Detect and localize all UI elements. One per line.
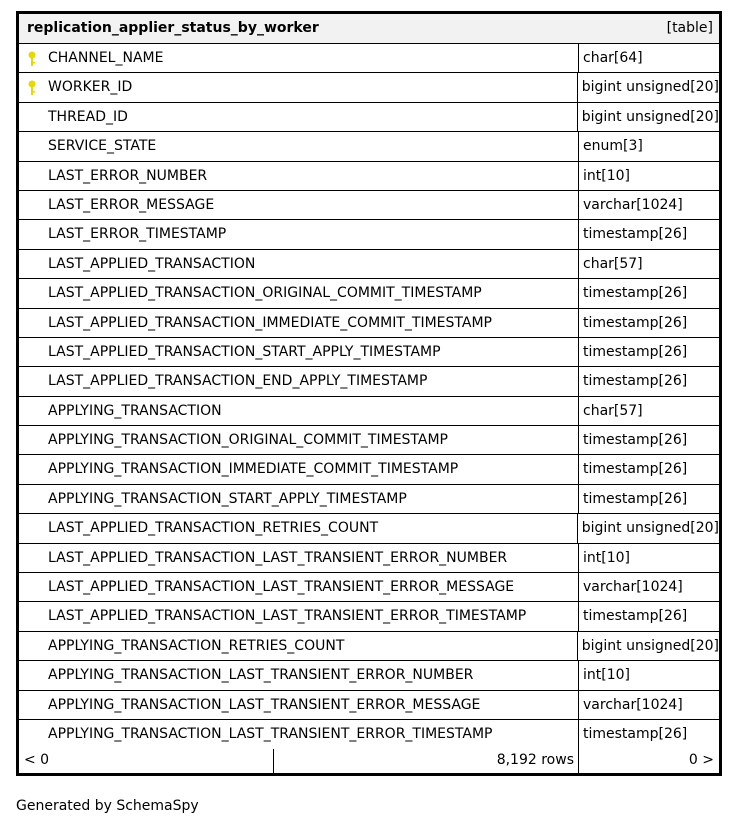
column-type: varchar[1024] [583, 196, 683, 213]
column-row[interactable] [19, 455, 719, 484]
column-name-text: LAST_ERROR_MESSAGE [48, 196, 215, 213]
column-name [19, 455, 579, 483]
column-name-text: APPLYING_TRANSACTION_LAST_TRANSIENT_ERROR_NUMBER [48, 667, 474, 684]
column-name [19, 309, 579, 337]
column-name-text: APPLYING_TRANSACTION_ORIGINAL_COMMIT_TIMESTAMP [48, 432, 448, 449]
column-name [19, 426, 579, 454]
column-name-text: APPLYING_TRANSACTION_IMMEDIATE_COMMIT_TIMESTAMP [48, 461, 459, 478]
column-name-text: SERVICE_STATE [48, 138, 157, 155]
column-name-text: LAST_APPLIED_TRANSACTION_ORIGINAL_COMMIT_TIMESTAMP [48, 285, 482, 302]
column-row[interactable] [19, 250, 719, 279]
column-type: bigint unsigned[20] [581, 520, 719, 537]
column-row[interactable] [19, 338, 719, 367]
column-name [19, 661, 579, 689]
column-name [19, 691, 579, 719]
column-row[interactable] [19, 162, 719, 191]
column-name [19, 279, 579, 307]
column-row[interactable] [19, 103, 719, 132]
column-name-text: APPLYING_TRANSACTION_RETRIES_COUNT [48, 637, 345, 654]
column-row[interactable] [19, 44, 719, 73]
column-type: timestamp[26] [583, 285, 688, 302]
column-name [19, 602, 579, 630]
generated-by-label: Generated by SchemaSpy [16, 798, 199, 814]
column-row[interactable] [19, 691, 719, 720]
column-row[interactable] [19, 73, 719, 102]
column-row[interactable] [19, 132, 719, 161]
column-type: varchar[1024] [583, 696, 683, 713]
column-row[interactable] [19, 661, 719, 690]
column-row[interactable] [19, 544, 719, 573]
column-type: timestamp[26] [583, 725, 688, 742]
column-type: timestamp[26] [583, 461, 688, 478]
column-type: timestamp[26] [583, 373, 688, 390]
table-kind: [table] [666, 20, 713, 36]
column-type: bigint unsigned[20] [581, 79, 719, 96]
column-row[interactable] [19, 485, 719, 514]
column-row[interactable] [19, 309, 719, 338]
column-name-text: LAST_APPLIED_TRANSACTION_START_APPLY_TIMESTAMP [48, 343, 441, 360]
column-name [19, 338, 579, 366]
column-type: timestamp[26] [583, 432, 688, 449]
column-name-text: LAST_ERROR_TIMESTAMP [48, 226, 227, 243]
column-name-text: WORKER_ID [48, 79, 133, 96]
parents-count: < 0 [19, 749, 274, 773]
column-name [19, 485, 579, 513]
column-name-text: CHANNEL_NAME [48, 50, 164, 66]
column-type: bigint unsigned[20] [581, 637, 719, 654]
column-name-text: THREAD_ID [48, 108, 128, 125]
column-type: char[57] [583, 255, 643, 272]
column-name [19, 250, 579, 278]
column-type: int[10] [583, 549, 630, 566]
column-row[interactable] [19, 514, 719, 543]
column-name [19, 367, 579, 395]
column-row[interactable] [19, 397, 719, 426]
column-type: char[57] [583, 402, 643, 419]
column-name-text: LAST_APPLIED_TRANSACTION_RETRIES_COUNT [48, 520, 379, 537]
column-name-text: APPLYING_TRANSACTION [48, 402, 222, 419]
column-type: timestamp[26] [583, 314, 688, 331]
table-node [16, 11, 722, 776]
column-type: timestamp[26] [583, 608, 688, 625]
column-row[interactable] [19, 632, 719, 661]
column-row[interactable] [19, 426, 719, 455]
column-name [19, 132, 579, 160]
children-count: 0 > [688, 752, 714, 769]
column-name [19, 544, 579, 572]
column-name [19, 573, 579, 601]
column-name [19, 632, 578, 660]
column-name-text: APPLYING_TRANSACTION_LAST_TRANSIENT_ERROR_MESSAGE [48, 696, 481, 713]
column-name [19, 220, 579, 248]
column-type: int[10] [583, 667, 630, 684]
column-type: timestamp[26] [583, 490, 688, 507]
column-type: enum[3] [583, 138, 643, 155]
column-name [19, 103, 578, 131]
column-type: bigint unsigned[20] [581, 108, 719, 125]
column-row[interactable] [19, 602, 719, 631]
column-row[interactable] [19, 720, 719, 749]
column-name-text: LAST_APPLIED_TRANSACTION_IMMEDIATE_COMMIT_TIMESTAMP [48, 314, 492, 331]
column-name-text: LAST_APPLIED_TRANSACTION_LAST_TRANSIENT_ERROR_NUMBER [48, 549, 508, 566]
column-type: char[64] [583, 50, 643, 66]
column-name-text: LAST_APPLIED_TRANSACTION_LAST_TRANSIENT_ERROR_TIMESTAMP [48, 608, 527, 625]
column-name [19, 73, 578, 101]
column-name-text: APPLYING_TRANSACTION_LAST_TRANSIENT_ERROR_TIMESTAMP [48, 725, 493, 742]
column-type: timestamp[26] [583, 226, 688, 243]
column-type: varchar[1024] [583, 579, 683, 596]
column-name [19, 44, 579, 72]
column-name [19, 397, 579, 425]
column-name-text: LAST_ERROR_NUMBER [48, 167, 208, 184]
column-type: int[10] [583, 167, 630, 184]
column-name [19, 162, 579, 190]
column-row[interactable] [19, 220, 719, 249]
column-name [19, 720, 579, 749]
table-title[interactable]: replication_applier_status_by_worker [27, 20, 319, 36]
column-row[interactable] [19, 573, 719, 602]
column-row[interactable] [19, 367, 719, 396]
column-name [19, 191, 579, 219]
column-type: timestamp[26] [583, 343, 688, 360]
column-name-text: LAST_APPLIED_TRANSACTION [48, 255, 256, 272]
column-name-text: APPLYING_TRANSACTION_START_APPLY_TIMESTAMP [48, 490, 407, 507]
row-count: 8,192 rows [274, 749, 579, 773]
primary-key-icon [28, 51, 36, 67]
column-name [19, 514, 578, 542]
primary-key-icon [28, 80, 36, 96]
column-row[interactable] [19, 279, 719, 308]
column-name-text: LAST_APPLIED_TRANSACTION_LAST_TRANSIENT_ERROR_MESSAGE [48, 579, 515, 596]
table-footer [19, 749, 719, 773]
column-name-text: LAST_APPLIED_TRANSACTION_END_APPLY_TIMESTAMP [48, 373, 428, 390]
column-row[interactable] [19, 191, 719, 220]
table-header [19, 14, 719, 44]
